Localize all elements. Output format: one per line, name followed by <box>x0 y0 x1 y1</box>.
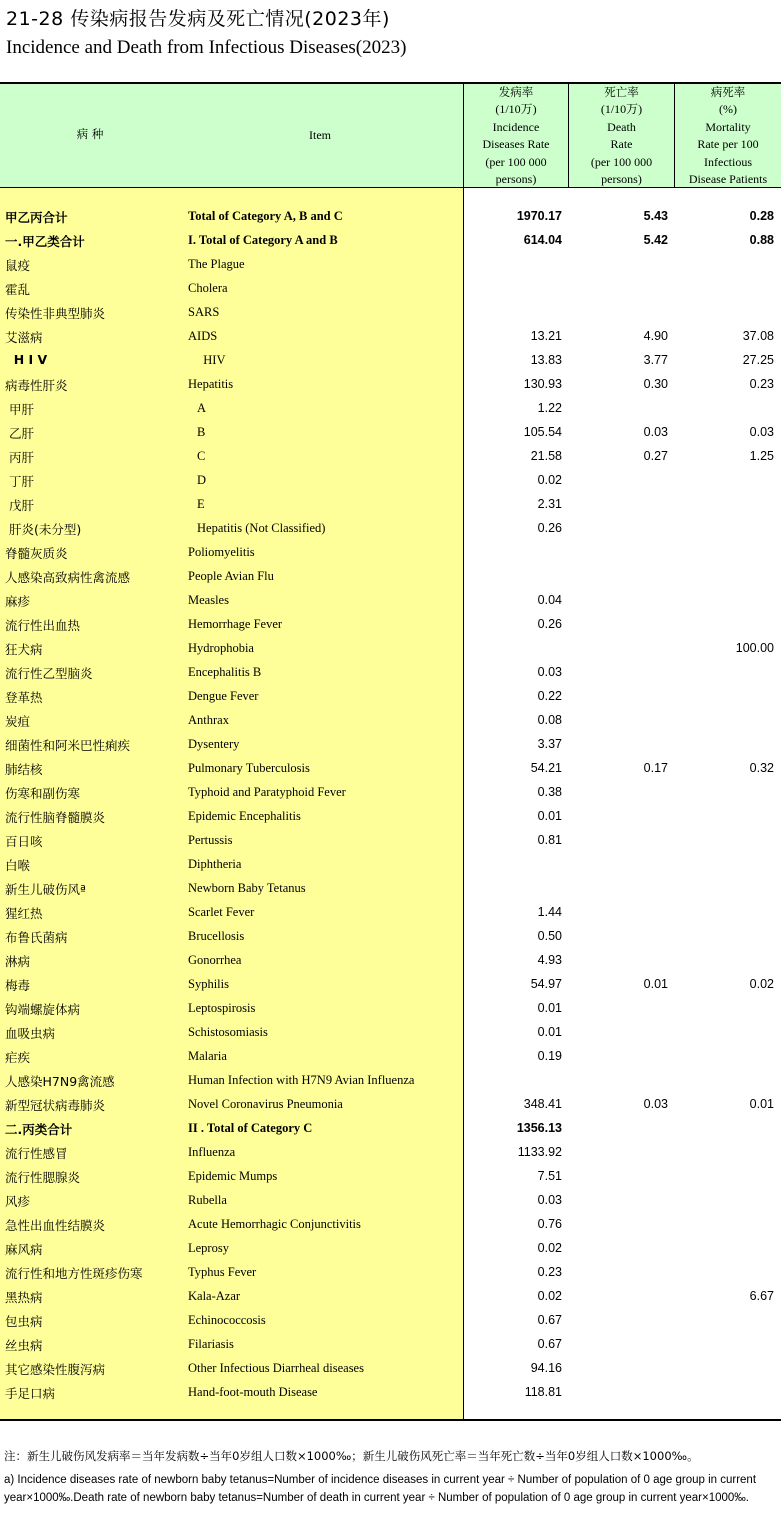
disease-name-en: HIV <box>197 353 226 367</box>
table-row <box>0 252 781 276</box>
header-incidence: 发病率 (1/10万) Incidence Diseases Rate (per 100 000 persons) <box>482 85 550 187</box>
footnote-en: a) Incidence diseases rate of newborn baby tetanus=Number of incidence diseases in current year ÷ Number of population of 0 age group in current year×1000‰.Death rate of newborn baby tetanus=Number of death in current year ÷ Number of population of 0 age group in current year×1000‰. <box>4 1474 757 1504</box>
table-row <box>0 948 781 972</box>
disease-name-en: E <box>197 497 205 511</box>
mortality-rate: 0.32 <box>749 761 774 775</box>
disease-name-en: Acute Hemorrhagic Conjunctivitis <box>188 1217 361 1231</box>
incidence-rate: 0.02 <box>537 473 562 487</box>
disease-name-cn: 黑热病 <box>5 1290 43 1305</box>
disease-name-cn: 登革热 <box>5 690 43 705</box>
disease-name-en: Total of Category A, B and C <box>188 209 343 223</box>
incidence-rate: 0.67 <box>537 1313 562 1327</box>
disease-name-cn: 包虫病 <box>5 1314 43 1329</box>
disease-name-cn: 新型冠状病毒肺炎 <box>5 1098 106 1113</box>
disease-name-en: Human Infection with H7N9 Avian Influenza <box>188 1073 415 1087</box>
disease-name-en: A <box>197 401 207 415</box>
table-row <box>0 876 781 900</box>
disease-name-en: Encephalitis B <box>188 665 262 679</box>
table-row <box>0 492 781 516</box>
mortality-rate: 0.01 <box>749 1097 774 1111</box>
disease-name-cn: H I V <box>5 352 48 367</box>
table-row <box>0 756 781 780</box>
table-row <box>0 1260 781 1284</box>
incidence-rate: 0.76 <box>537 1217 562 1231</box>
incidence-rate: 0.26 <box>537 521 562 535</box>
table-row <box>0 204 781 228</box>
table-row <box>0 972 781 996</box>
table-row <box>0 804 781 828</box>
disease-name-en: Poliomyelitis <box>188 545 255 559</box>
incidence-rate: 0.01 <box>537 1025 562 1039</box>
table-row <box>0 1092 781 1116</box>
mortality-rate: 0.02 <box>749 977 774 991</box>
death-rate: 4.90 <box>643 329 668 343</box>
table-row <box>0 828 781 852</box>
data-table <box>0 82 781 1421</box>
table-row <box>0 396 781 420</box>
death-rate: 0.30 <box>643 377 668 391</box>
incidence-rate: 0.03 <box>537 665 562 679</box>
mortality-rate: 1.25 <box>749 449 774 463</box>
table-row <box>0 1164 781 1188</box>
disease-name-cn: 白喉 <box>5 858 31 873</box>
incidence-rate: 0.26 <box>537 617 562 631</box>
disease-name-cn: 麻风病 <box>5 1242 43 1257</box>
disease-name-cn: 急性出血性结膜炎 <box>5 1218 106 1233</box>
table-row <box>0 1188 781 1212</box>
incidence-rate: 1356.13 <box>516 1121 562 1135</box>
disease-name-en: Novel Coronavirus Pneumonia <box>188 1097 343 1111</box>
table-row <box>0 1308 781 1332</box>
incidence-rate: 0.02 <box>537 1289 562 1303</box>
mortality-rate: 0.88 <box>749 233 774 247</box>
incidence-rate: 3.37 <box>537 737 562 751</box>
disease-name-en: Leptospirosis <box>188 1001 256 1015</box>
table-row <box>0 276 781 300</box>
table-row <box>0 780 781 804</box>
incidence-rate: 0.38 <box>537 785 562 799</box>
incidence-rate: 54.97 <box>530 977 562 991</box>
disease-name-en: Pertussis <box>188 833 233 847</box>
disease-name-cn: 疟疾 <box>5 1050 31 1065</box>
incidence-rate: 1.22 <box>537 401 562 415</box>
table-row <box>0 852 781 876</box>
disease-name-cn: 肺结核 <box>5 762 43 777</box>
disease-name-en: Measles <box>188 593 229 607</box>
disease-name-cn: 脊髓灰质炎 <box>5 546 68 561</box>
disease-name-en: Hydrophobia <box>188 641 254 655</box>
incidence-rate: 1.44 <box>537 905 562 919</box>
table-row <box>0 996 781 1020</box>
disease-name-en: Typhoid and Paratyphoid Fever <box>188 785 346 799</box>
table-row <box>0 1236 781 1260</box>
incidence-rate: 0.02 <box>537 1241 562 1255</box>
disease-name-cn: 一.甲乙类合计 <box>5 234 85 249</box>
incidence-rate: 118.81 <box>524 1385 562 1399</box>
death-rate: 0.27 <box>643 449 668 463</box>
disease-name-en: Influenza <box>188 1145 236 1159</box>
death-rate: 0.01 <box>643 977 668 991</box>
mortality-rate: 37.08 <box>742 329 774 343</box>
disease-name-en: Hemorrhage Fever <box>188 617 283 631</box>
disease-name-cn: 丁肝 <box>5 474 34 489</box>
header-disease-cn: 病 种 <box>76 127 104 141</box>
disease-name-cn: 鼠疫 <box>5 258 31 273</box>
table-row <box>0 516 781 540</box>
header-mortality: 病死率 (%) Mortality Rate per 100 Infectious Disease Patients <box>688 85 768 187</box>
disease-name-en: II . Total of Category C <box>188 1121 313 1135</box>
table-row <box>0 540 781 564</box>
disease-name-cn: 流行性腮腺炎 <box>5 1170 81 1185</box>
disease-name-en: Epidemic Mumps <box>188 1169 278 1183</box>
disease-name-en: Diphtheria <box>188 857 242 871</box>
table-row <box>0 612 781 636</box>
disease-name-en: I. Total of Category A and B <box>188 233 338 247</box>
incidence-rate: 1133.92 <box>517 1145 562 1159</box>
disease-name-cn: 戊肝 <box>5 498 34 513</box>
mortality-rate: 0.03 <box>749 425 774 439</box>
table-row <box>0 660 781 684</box>
page-title-en: Incidence and Death from Infectious Diseases(2023) <box>6 37 407 58</box>
disease-name-en: Brucellosis <box>188 929 245 943</box>
disease-name-cn: 炭疽 <box>5 714 31 729</box>
table-row <box>0 1356 781 1380</box>
incidence-rate: 105.54 <box>523 425 562 439</box>
disease-name-en: Hand-foot-mouth Disease <box>188 1385 318 1399</box>
disease-name-en: SARS <box>188 305 220 319</box>
disease-name-en: AIDS <box>188 329 218 343</box>
table-row <box>0 636 781 660</box>
disease-name-cn: 流行性感冒 <box>5 1146 68 1161</box>
death-rate: 0.03 <box>643 1097 668 1111</box>
disease-name-en: Rubella <box>188 1193 227 1207</box>
mortality-rate: 6.67 <box>749 1289 774 1303</box>
table-row <box>0 372 781 396</box>
table-row <box>0 348 781 372</box>
incidence-rate: 0.22 <box>537 689 562 703</box>
table-bottom-rule <box>0 1419 781 1421</box>
disease-name-cn: 伤寒和副伤寒 <box>5 786 81 801</box>
disease-name-cn: 肝炎(未分型) <box>5 522 82 537</box>
disease-name-cn: 布鲁氏菌病 <box>5 930 68 945</box>
mortality-rate: 27.25 <box>742 353 774 367</box>
incidence-rate: 130.93 <box>523 377 562 391</box>
disease-name-en: Hepatitis (Not Classified) <box>197 521 326 535</box>
table-row <box>0 300 781 324</box>
disease-name-cn: 麻疹 <box>5 594 31 609</box>
disease-name-cn: 流行性出血热 <box>5 618 81 633</box>
table-row <box>0 708 781 732</box>
death-rate: 3.77 <box>643 353 668 367</box>
mortality-rate: 0.23 <box>749 377 774 391</box>
incidence-rate: 0.01 <box>537 1001 562 1015</box>
table-row <box>0 228 781 252</box>
disease-name-cn: 钩端螺旋体病 <box>5 1002 81 1017</box>
death-rate: 0.03 <box>643 425 668 439</box>
incidence-rate: 4.93 <box>537 953 562 967</box>
incidence-rate: 0.03 <box>537 1193 562 1207</box>
incidence-rate: 54.21 <box>530 761 562 775</box>
page-title-cn: 21-28 传染病报告发病及死亡情况(2023年) <box>6 8 390 30</box>
incidence-rate: 0.08 <box>537 713 562 727</box>
disease-name-cn: 乙肝 <box>5 426 34 441</box>
incidence-rate: 13.21 <box>530 329 562 343</box>
table-row <box>0 924 781 948</box>
incidence-rate: 0.50 <box>537 929 562 943</box>
incidence-rate: 614.04 <box>523 233 562 247</box>
disease-name-en: Malaria <box>188 1049 227 1063</box>
disease-name-en: Newborn Baby Tetanus <box>188 881 306 895</box>
disease-name-cn: 甲肝 <box>5 402 34 417</box>
header-death: 死亡率 (1/10万) Death Rate (per 100 000 persons) <box>590 85 653 187</box>
table-row <box>0 468 781 492</box>
disease-name-cn: 流行性乙型脑炎 <box>5 666 93 681</box>
disease-name-cn: 病毒性肝炎 <box>5 378 68 393</box>
disease-name-en: Typhus Fever <box>188 1265 257 1279</box>
disease-name-cn: 其它感染性腹泻病 <box>5 1362 106 1377</box>
incidence-rate: 21.58 <box>530 449 562 463</box>
disease-name-en: Dengue Fever <box>188 689 259 703</box>
incidence-rate: 94.16 <box>530 1361 562 1375</box>
disease-name-cn: 丙肝 <box>5 450 34 465</box>
death-rate: 5.42 <box>643 233 668 247</box>
table-row <box>0 684 781 708</box>
disease-name-en: Kala-Azar <box>188 1289 241 1303</box>
incidence-rate: 1970.17 <box>516 209 562 223</box>
table-row <box>0 1332 781 1356</box>
disease-name-en: Dysentery <box>188 737 240 751</box>
disease-name-en: Anthrax <box>188 713 229 727</box>
table-row <box>0 1140 781 1164</box>
table-row <box>0 1068 781 1092</box>
disease-name-cn: 甲乙丙合计 <box>5 210 68 225</box>
disease-name-en: The Plague <box>188 257 245 271</box>
table-row <box>0 1044 781 1068</box>
table-row <box>0 564 781 588</box>
disease-name-en: Filariasis <box>188 1337 234 1351</box>
disease-name-cn: 血吸虫病 <box>5 1026 56 1041</box>
table-row <box>0 324 781 348</box>
table-row <box>0 1020 781 1044</box>
footnote-cn: 注：新生儿破伤风发病率＝当年发病数÷当年0岁组人口数×1000‰；新生儿破伤风死亡率＝当年死亡数÷当年0岁组人口数×1000‰。 <box>4 1449 699 1463</box>
incidence-rate: 0.19 <box>537 1049 562 1063</box>
disease-name-cn: 人感染高致病性禽流感 <box>5 570 131 585</box>
table-row <box>0 1116 781 1140</box>
incidence-rate: 13.83 <box>530 353 562 367</box>
mortality-rate: 100.00 <box>735 641 774 655</box>
table-row <box>0 900 781 924</box>
incidence-rate: 0.23 <box>537 1265 562 1279</box>
disease-name-en: Epidemic Encephalitis <box>188 809 301 823</box>
disease-name-en: People Avian Flu <box>188 569 274 583</box>
incidence-rate: 2.31 <box>537 497 562 511</box>
disease-name-cn: 人感染H7N9禽流感 <box>5 1074 115 1089</box>
table-row <box>0 588 781 612</box>
incidence-rate: 7.51 <box>537 1169 562 1183</box>
disease-name-cn: 猩红热 <box>5 906 43 921</box>
table-row <box>0 1284 781 1308</box>
disease-name-en: C <box>197 449 206 463</box>
disease-name-cn: 手足口病 <box>5 1386 56 1401</box>
disease-name-cn: 细菌性和阿米巴性痢疾 <box>5 738 131 753</box>
death-rate: 5.43 <box>643 209 668 223</box>
incidence-rate: 0.01 <box>537 809 562 823</box>
disease-name-en: Echinococcosis <box>188 1313 266 1327</box>
disease-name-en: Gonorrhea <box>188 953 242 967</box>
table-row <box>0 732 781 756</box>
disease-name-en: Other Infectious Diarrheal diseases <box>188 1361 364 1375</box>
disease-name-en: Scarlet Fever <box>188 905 255 919</box>
disease-name-en: Pulmonary Tuberculosis <box>188 761 310 775</box>
disease-name-en: B <box>197 425 206 439</box>
header-item: Item <box>309 128 331 142</box>
disease-name-cn: 丝虫病 <box>5 1338 43 1353</box>
disease-name-cn: 传染性非典型肺炎 <box>5 306 106 321</box>
mortality-rate: 0.28 <box>749 209 774 223</box>
incidence-rate: 0.81 <box>537 833 562 847</box>
disease-name-cn: 梅毒 <box>5 978 31 993</box>
disease-name-cn: 新生儿破伤风ª <box>5 882 86 897</box>
disease-name-cn: 风疹 <box>5 1194 31 1209</box>
table-row <box>0 420 781 444</box>
disease-name-en: Cholera <box>188 281 228 295</box>
disease-name-en: Leprosy <box>188 1241 229 1255</box>
disease-name-en: Syphilis <box>188 977 229 991</box>
table-row <box>0 1380 781 1404</box>
incidence-rate: 0.67 <box>537 1337 562 1351</box>
disease-name-cn: 二.丙类合计 <box>5 1122 73 1137</box>
disease-name-cn: 淋病 <box>5 954 31 969</box>
disease-name-en: Hepatitis <box>188 377 234 391</box>
incidence-rate: 348.41 <box>523 1097 562 1111</box>
disease-name-cn: 流行性脑脊髓膜炎 <box>5 810 106 825</box>
disease-name-cn: 艾滋病 <box>5 330 43 345</box>
disease-name-cn: 狂犬病 <box>5 642 43 657</box>
death-rate: 0.17 <box>643 761 668 775</box>
disease-name-en: D <box>197 473 207 487</box>
disease-name-en: Schistosomiasis <box>188 1025 268 1039</box>
table-row <box>0 444 781 468</box>
incidence-rate: 0.04 <box>537 593 562 607</box>
disease-name-cn: 百日咳 <box>5 834 43 849</box>
disease-name-cn: 霍乱 <box>5 282 31 297</box>
table-row <box>0 1212 781 1236</box>
disease-name-cn: 流行性和地方性斑疹伤寒 <box>5 1266 143 1281</box>
